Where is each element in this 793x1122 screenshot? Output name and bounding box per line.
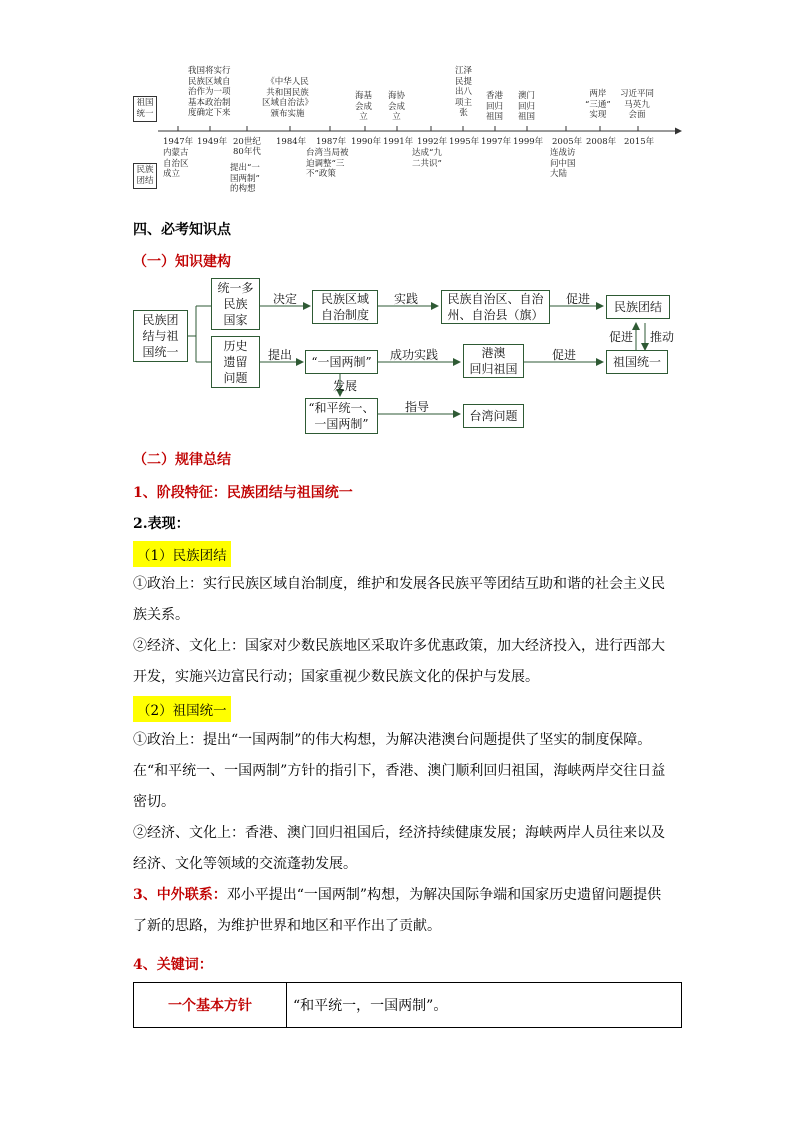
timeline-event: 海协 会成 立 [388, 91, 406, 122]
timeline-year: 2008年 [586, 137, 617, 147]
diagram-box-autonomous-regions: 民族自治区、自治 州、自治县（旗） [441, 290, 550, 324]
diagram-label: 促进 [552, 348, 577, 362]
diagram-label: 决定 [273, 292, 298, 306]
keyword-table [133, 982, 682, 1028]
international-links-label: 3、中外联系： [133, 887, 227, 903]
timeline-year: 1987年 [316, 137, 347, 147]
timeline-year: 1995年 [449, 137, 480, 147]
section-title: 四、必考知识点 [133, 222, 231, 238]
diagram-label: 促进 [566, 292, 591, 306]
stage-feature-text: 民族团结与祖国统一 [226, 485, 353, 501]
timeline-event: 台湾当局被 迫调整“三 不”政策 [306, 148, 349, 179]
paragraph-political-ethnic: ①政治上：实行民族区域自治制度，维护和发展各民族平等团结互助和谐的社会主义民族关系。 [133, 576, 665, 623]
timeline-event: 澳门 回归 祖国 [518, 91, 536, 122]
timeline-event: 香港 回归 祖国 [486, 91, 504, 122]
paragraph-economic-reunification: ②经济、文化上：香港、澳门回归祖国后，经济持续健康发展；海峡两岸人员往来以及经济、文化等领域的交流蓬勃发展。 [133, 825, 665, 872]
diagram-box-taiwan-issue: 台湾问题 [463, 404, 524, 428]
timeline-year: 1947年 [163, 137, 194, 147]
keyword-term: 一个基本方针 [134, 983, 287, 1028]
timeline-year: 1999年 [513, 137, 544, 147]
diagram-box-reunification: 祖国统一 [606, 350, 668, 374]
timeline-year: 1991年 [383, 137, 414, 147]
stage-feature-label: 1、阶段特征： [133, 485, 227, 501]
diagram-box-regional-autonomy: 民族区域 自治制度 [312, 290, 378, 324]
timeline-year: 1992年 [417, 137, 448, 147]
diagram-label: 提出 [268, 348, 293, 362]
diagram-label: 发展 [333, 379, 358, 393]
highlight-reunification: （2）祖国统一 [133, 696, 231, 722]
timeline-event: 达成“九 二共识” [412, 148, 442, 169]
timeline-year: 1984年 [276, 137, 307, 147]
timeline-event: 提出“一 国两制” 的构想 [230, 163, 260, 194]
timeline-event: 江泽 民提 出八 项主 张 [455, 66, 473, 118]
timeline-year: 1990年 [351, 137, 382, 147]
diagram-box-peaceful-reunification: “和平统一、 一国两制” [305, 398, 378, 434]
manifestation-label: 2.表现： [133, 516, 190, 532]
diagram-box-historical-issues: 历史 遗留 问题 [211, 336, 260, 388]
timeline-year: 1949年 [197, 137, 228, 147]
paragraph-political-reunification: ①政治上：提出“一国两制”的伟大构想，为解决港澳台问题提供了坚实的制度保障。在“和平统一、一国两制”方针的指引下，香港、澳门顺利回归祖国，海峡两岸交往日益密切。 [133, 732, 666, 810]
timeline-event: 海基 会成 立 [355, 91, 373, 122]
diagram-label: 推动 [650, 330, 675, 344]
diagram-root-box: 民族团 结与祖 国统一 [133, 310, 188, 362]
paragraph-economic-ethnic: ②经济、文化上：国家对少数民族地区采取许多优惠政策，加大经济投入，进行西部大开发，实施兴边富民行动；国家重视少数民族文化的保护与发展。 [133, 638, 665, 685]
diagram-box-hk-macao-return: 港澳 回归祖国 [463, 344, 524, 378]
keywords-label: 4、关键词： [133, 957, 213, 973]
stage-feature [133, 482, 353, 502]
diagram-box-one-country-two-systems: “一国两制” [305, 350, 378, 374]
highlight-ethnic-unity: （1）民族团结 [133, 541, 231, 567]
subsection-title: （二）规律总结 [133, 452, 231, 468]
timeline-event: 两岸 “三通” 实现 [585, 89, 611, 120]
keyword-description: “和平统一，一国两制”。 [287, 983, 682, 1028]
timeline-event: 《中华人民 共和国民族 区域自治法》 颁布实施 [262, 77, 314, 119]
timeline-event: 我国将实行 民族区域自 治作为一项 基本政治制 度确定下来 [188, 66, 231, 118]
timeline-category-top: 祖国 统一 [133, 96, 157, 122]
diagram-label: 促进 [609, 330, 634, 344]
timeline-event: 连战访 问中国 大陆 [550, 148, 576, 179]
diagram-label: 实践 [394, 292, 419, 306]
table-row [134, 983, 682, 1028]
timeline-event: 习近平同 马英九 会面 [620, 89, 655, 120]
timeline-category-bottom: 民族 团结 [133, 163, 157, 189]
diagram-label: 成功实践 [390, 348, 439, 362]
timeline-year: 2005年 [552, 137, 583, 147]
subsection-title: （一）知识建构 [133, 254, 231, 270]
diagram-box-unified-nation: 统一多 民族 国家 [211, 278, 260, 330]
timeline-year: 1997年 [481, 137, 512, 147]
timeline-year: 20世纪 80年代 [233, 137, 261, 157]
paragraph-international-links [133, 880, 668, 942]
international-links-text: 邓小平提出“一国两制”构想，为解决国际争端和国家历史遗留问题提供了新的思路，为维护世界和地区和平作出了贡献。 [133, 887, 662, 934]
diagram-label: 指导 [405, 400, 430, 414]
diagram-box-ethnic-unity: 民族团结 [606, 295, 670, 319]
timeline-year: 2015年 [624, 137, 655, 147]
timeline-event: 内蒙古 自治区 成立 [163, 148, 189, 179]
